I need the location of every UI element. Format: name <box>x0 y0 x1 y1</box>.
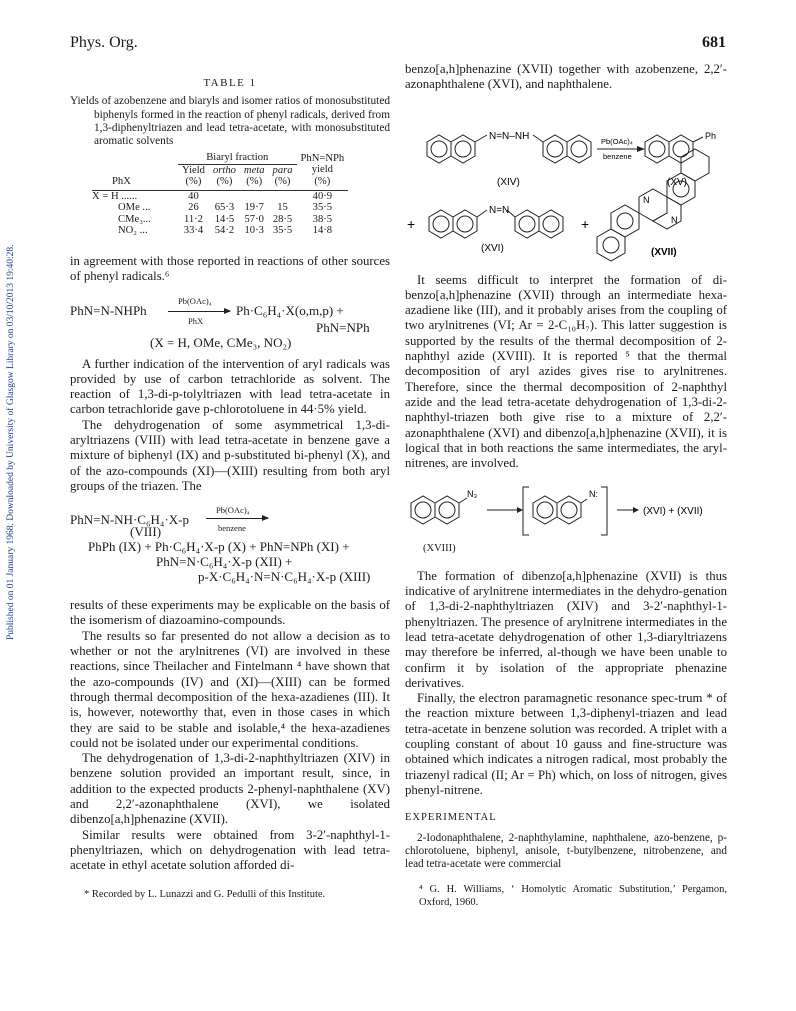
table-cell: 54·2 <box>214 224 235 236</box>
table-cell: 14·5 <box>214 213 235 225</box>
eq-reactant: PhN=N-NHPh <box>70 302 147 318</box>
table-title: TABLE 1 <box>203 77 257 89</box>
paragraph: in agreement with those reported in reactions of other sources of phenyl radicals.⁶ <box>70 253 390 284</box>
paragraph: benzo[a,h]phenazine (XVII) together with azobenzene, 2,2′-azonaphthalene (XVI), and naphthalene. <box>405 62 727 92</box>
table-row <box>92 191 348 203</box>
journal-title: Phys. Org. <box>70 34 138 51</box>
table-cell <box>240 191 269 203</box>
table-caption: Yields of azobenzene and biaryls and isomer ratios of monosubstituted biphenyls formed in the reaction of phenyl radicals, derived from 1,3-diphenyltriazen and lead tetra-acetate, with monosubstituted aromatic solvents <box>70 95 390 148</box>
label-xiv: (XIV) <box>497 176 520 188</box>
label-xviii: (XVIII) <box>423 543 456 555</box>
table-row <box>92 214 348 225</box>
table-col-header: Yield <box>178 164 209 176</box>
plus-sign: + <box>407 215 416 232</box>
eq-reactant: PhN=N-NH·C₆H₄·X-p <box>70 512 189 528</box>
table-cell: 19·7 <box>244 202 264 214</box>
equation-1 <box>70 295 390 350</box>
scheme-solvent: benzene <box>603 151 632 161</box>
table-cell: 35·5 <box>272 224 293 236</box>
section-heading: EXPERIMENTAL <box>405 812 497 824</box>
table-unit: (%) <box>216 175 233 187</box>
table-unit: (%) <box>274 175 291 187</box>
left-column <box>70 62 390 901</box>
table-cell: 65·3 <box>214 202 235 214</box>
table-right-header: PhN=NPh <box>300 152 345 164</box>
row-label: OMe ... <box>118 202 151 214</box>
table-cell: 40 <box>188 191 199 203</box>
table-cell: 26 <box>188 202 199 214</box>
paragraph: results of these experiments may be explicable on the basis of the isomerism of diazoamino-compounds. <box>70 598 390 628</box>
table-cell: 14·8 <box>312 224 333 236</box>
azo-label-2: N=N <box>489 204 510 216</box>
data-table <box>92 152 348 235</box>
right-column <box>405 62 727 909</box>
paragraph: 2-Iodonaphthalene, 2-naphthylamine, naphthalene, azo-benzene, p-chlorotoluene, biphenyl, anisole, t-butylbenzene, nitrobenzene, and lead tetra-acetate were commercial <box>405 831 727 871</box>
row-label: CMe₃... <box>118 213 151 225</box>
table-col-header: ortho <box>209 164 240 176</box>
reaction-scheme-2 <box>405 483 727 543</box>
table-cell: 15 <box>277 202 288 214</box>
table-col-header: yield <box>311 164 333 176</box>
azo-label: N=N–NH <box>489 130 530 142</box>
paragraph: A further indication of the intervention of aryl radicals was provided by use of carbon tetrachloride as solvent. The reaction of 1,3-di-p-tolyltriazen with lead tetra-acetate in carbon tetrachloride gave p-chlorotoluene in 44·5% yield. <box>70 356 390 417</box>
eq-products: p-X·C₆H₄·N=N·C₆H₄·X-p (XIII) <box>198 569 371 585</box>
table-cell: 38·5 <box>312 213 333 225</box>
footnote: * Recorded by L. Lunazzi and G. Pedulli of this Institute. <box>84 888 326 900</box>
row-label: NO₂ ... <box>118 224 148 236</box>
label-xv: (XV) <box>667 176 687 188</box>
equation-2 <box>70 506 390 588</box>
table-row-header: PhX <box>112 175 131 187</box>
label-xvii: (XVII) <box>651 246 677 258</box>
table-cell <box>269 191 297 203</box>
eq-solvent: benzene <box>218 523 246 534</box>
table-cell: 10·3 <box>244 224 264 236</box>
scheme-reagent: Pb(OAc)₄ <box>601 136 633 146</box>
eq-reagent: Pb(OAc)₄ <box>178 295 212 306</box>
reaction-scheme-1 <box>405 99 727 269</box>
plus-sign: + <box>581 215 590 232</box>
paragraph: The formation of dibenzo[a,h]phenazine (XVII) is thus indicative of arylnitrene intermediates in the dehydro-genation of 1,3-di-2-naphthyltriazen (XIV) and 3-2′-naphthyl-1-phenyltriazen. The presence of arylnitrene intermediates in the lead tetra-acetate dehydrogenation of other 1,3-diaryltriazens may therefore be inferred, al-though we have been unable to confirm it by isolation of the appropriate phenazine derivatives. <box>405 568 727 690</box>
table-cell: 35·5 <box>312 202 333 214</box>
eq-solvent: PhX <box>188 315 204 326</box>
label-xvi: (XVI) <box>481 242 504 254</box>
table-cell: 11·2 <box>183 213 203 225</box>
eq-note: (X = H, OMe, CMe₃, NO₂) <box>150 334 292 350</box>
paragraph: The dehydrogenation of 1,3-di-2-naphthyltriazen (XIV) in benzene solution provided an important result, since, in addition to the expected products 2-phenyl-naphthalene (XV) and 2,2′-azonaphthalene (XVI), we isolated dibenzo[a,h]phenazine (XVII). <box>70 751 390 827</box>
table-cell: 40·9 <box>312 191 333 203</box>
table-col-header: meta <box>240 164 269 176</box>
nitrene-label: N: <box>589 489 598 500</box>
reaction-arrow <box>206 518 268 519</box>
table-cell <box>209 191 240 203</box>
eq-products: PhN=N·C₆H₄·X-p (XII) + <box>156 554 293 570</box>
n-label: N <box>643 194 650 205</box>
eq-product: Ph·C₆H₄·X(o,m,p) + <box>236 302 344 318</box>
table-unit: (%) <box>185 175 202 187</box>
row-label: H ...... <box>110 191 138 203</box>
table-cell: 57·0 <box>244 213 264 225</box>
eq-reagent: Pb(OAc)₄ <box>216 505 250 516</box>
eq-label: (VIII) <box>130 524 162 540</box>
footnote: ⁴ G. H. Williams, ‘ Homolytic Aromatic Substitution,’ Pergamon, Oxford, 1960. <box>419 884 727 909</box>
eq-product: PhN=NPh <box>316 319 370 335</box>
table-cell: 28·5 <box>272 213 293 225</box>
page-number: 681 <box>702 34 726 51</box>
n-label: N <box>671 214 678 225</box>
azide-label: N₃ <box>467 489 478 500</box>
table-unit: (%) <box>314 175 331 187</box>
eq-products: PhPh (IX) + Ph·C₆H₄·X-p (X) + PhN=NPh (XI) + <box>88 539 350 555</box>
paragraph: Finally, the electron paramagnetic resonance spec-trum * of the reaction mixture between 1,3-diphenyl-triazen and lead tetra-acetate in benzene solution was recorded. A triplet with a coupling constant of about 10 gauss and fine-structure was obtained which indicates a nitrogen radical, most probably the triazenyl radical (II; Ar = Ph) which, on loss of nitrogen, gives phenyl-nitrene. <box>405 691 727 797</box>
table-row <box>92 202 348 213</box>
ph-label: Ph <box>705 130 717 141</box>
paragraph: The dehydrogenation of some asymmetrical 1,3-di-aryltriazens (VIII) with lead tetra-acetate in benzene gave a mixture of biphenyl (IX) and p-substituted bi-phenyl (X), and of the azo-compounds (XI)—(XIII) resulting from both aryl groups of the triazen. The <box>70 417 390 493</box>
paragraph: It seems difficult to interpret the formation of di-benzo[a,h]phenazine (XVII) through an intermediate hexa-azadiene like (III), and it probably arises from the coupling of two arylnitrenes (VI; Ar = 2-C₁₀H₇). This latter suggestion is supported by the results of the thermal decomposition of 2-naphthyl azide (XVIII). It is reported ⁵ that the thermal decomposition of aryl azides gives rise to arylnitrenes. Therefore, since the thermal decomposition of 2-naphthyl azide and the lead tetra-acetate dehydrogenation of 1,3-di-2-naphthyl-triazen both give rise to a mixture of 2,2′-azonaphthalene (XVI) and dibenzo[a,h]phenazine (XVII), it is logical that in both reactions the same intermediates, the aryl-nitrenes, are involved. <box>405 272 727 471</box>
paragraph: Similar results were obtained from 3-2′-naphthyl-1-phenyltriazen, which on dehydrogenation with lead tetra-acetate in ethyl acetate solution afforded di- <box>70 827 390 873</box>
table-unit: (%) <box>246 175 263 187</box>
table-cell: 33·4 <box>183 224 204 236</box>
row-prefix: X = <box>92 191 109 203</box>
products-label: (XVI) + (XVII) <box>643 506 703 518</box>
download-watermark: Published on 01 January 1968. Downloaded by University of Glasgow Library on 03/10/2013 19:40:28. <box>6 244 16 640</box>
paragraph: The results so far presented do not allow a decision as to whether or not the arylnitrenes (VI) are involved in these reactions, since Theilacher and Fintelmann ⁴ have shown that the azo-compounds (IV) and (XI)—(XIII) can be formed through thermal decomposition of the hexa-azadienes (III). It is, however, noteworthy that, even in those cases in which they are said to be stable and isolable,⁴ the hexa-azadienes could not be isolated under our experimental conditions. <box>70 628 390 750</box>
table-col-header: para <box>269 164 297 176</box>
reaction-arrow <box>168 311 230 312</box>
table-group-header: Biaryl fraction <box>206 152 269 164</box>
table-row <box>92 225 348 236</box>
